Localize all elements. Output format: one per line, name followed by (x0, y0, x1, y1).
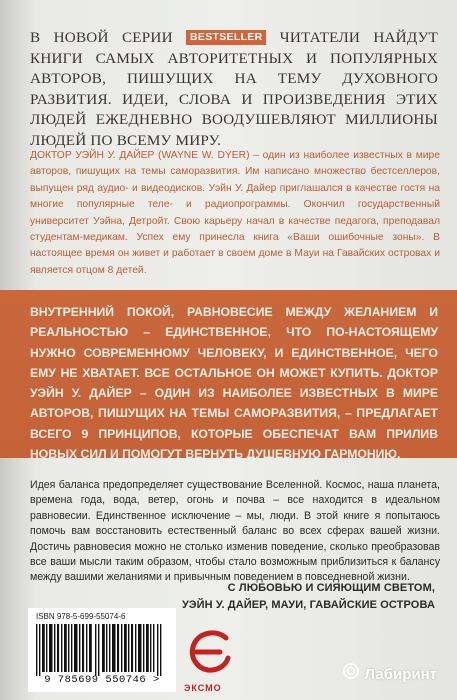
signature (182, 580, 435, 613)
signature-line-1: С ЛЮБОВЬЮ И СИЯЮЩИМ СВЕТОМ, (227, 582, 435, 594)
publisher-name: ЭКСМО (184, 683, 222, 693)
author-bio: ДОКТОР УЭЙН У. ДАЙЕР (WAYNE W. DYER) – один из наиболее известных в мире авторов, пишущих на темы саморазвития. Им написано множество бестселлеров, выпущен ряд аудио- и видеодисков. Уэйн У. Дайер приглашался в качестве гостя на многие популярные теле- и радиопрограммы. Окончил государственный университет Уэйна, Детройт. Свою карьеру начал в качестве педагога, преподавал студентам-медикам. Успех ему принесла книга «Ваши ошибочные зоны». В настоящее время он живет и работает в своем доме в Мауи на Гавайских островах и является отцом 8 детей. (30, 150, 440, 276)
labyrinth-watermark-icon (342, 662, 360, 680)
series-intro (30, 28, 438, 151)
main-blurb: Идея баланса предопределяет существование Вселенной. Космос, наша планета, времена года, вода, ветер, огонь и почва – все находится в идеальном равновесии. Единственное исключение – мы, люди. В этой книге я попытаюсь помочь вам восстановить естественный баланс во всех сферах вашей жизни. Достичь равновесия можно не столько изменив поведение, сколько преобразовав все ваши мысли таким образом, чтобы стало возможным приблизиться к балансу между вашими желаниями и привычным поведением в повседневной жизни. (30, 479, 440, 584)
isbn-label: ISBN 978-5-699-55074-6 (36, 612, 126, 621)
signature-line-2: УЭЙН У. ДАЙЕР, МАУИ, ГАВАЙСКИЕ ОСТРОВА (181, 598, 435, 611)
eksmo-logo-icon (182, 620, 242, 690)
watermark-text: Лабиринт (364, 666, 437, 683)
band-blurb: ВНУТРЕННИЙ ПОКОЙ, РАВНОВЕСИЕ МЕЖДУ ЖЕЛАНИЕМ И РЕАЛЬНОСТЬЮ – ЕДИНСТВЕННОЕ, ЧТО ПО-НАСТОЯЩЕМУ НУЖНО СОВРЕМЕННОМУ ЧЕЛОВЕКУ, И ЕДИНСТВЕННОЕ, ЧЕГО ЕМУ НЕ ХВАТАЕТ. ВСЕ ОСТАЛЬНОЕ ОН МОЖЕТ КУПИТЬ. ДОКТОР УЭЙН У. ДАЙЕР – ОДИН ИЗ НАИБОЛЕЕ ИЗВЕСТНЫХ В МИРЕ АВТОРОВ, ПИШУЩИХ НА ТЕМЫ САМОРАЗВИТИЯ, – ПРЕДЛАГАЕТ ВСЕГО 9 ПРИНЦИПОВ, КОТОРЫЕ ОБЕСПЕЧАТ ВАМ ПРИЛИВ НОВЫХ СИЛ И ПОМОГУТ ВЕРНУТЬ ДУШЕВНУЮ ГАРМОНИЮ. (30, 305, 438, 462)
series-intro-rest: ЧИТАТЕЛИ НАЙДУТ КНИГИ САМЫХ АВТОРИТЕТНЫХ И ПОПУЛЯРНЫХ АВТОРОВ, ПИШУЩИХ НА ТЕМУ ДУХОВНОГО РАЗВИТИЯ. ИДЕИ, СЛОВА И ПРОИЗВЕДЕНИЯ ЭТИХ ЛЮДЕЙ ЕЖЕДНЕВНО ВООДУШЕВЛЯЮТ МИЛЛИОНЫ ЛЮДЕЙ ПО ВСЕМУ МИРУ. (30, 29, 438, 149)
bestseller-badge: BESTSELLER (186, 30, 266, 45)
series-intro-start: В НОВОЙ СЕРИИ (30, 29, 173, 46)
barcode-bars (36, 624, 164, 676)
barcode-number: 9 785699 550746 > (44, 674, 160, 686)
barcode-block (28, 608, 176, 692)
